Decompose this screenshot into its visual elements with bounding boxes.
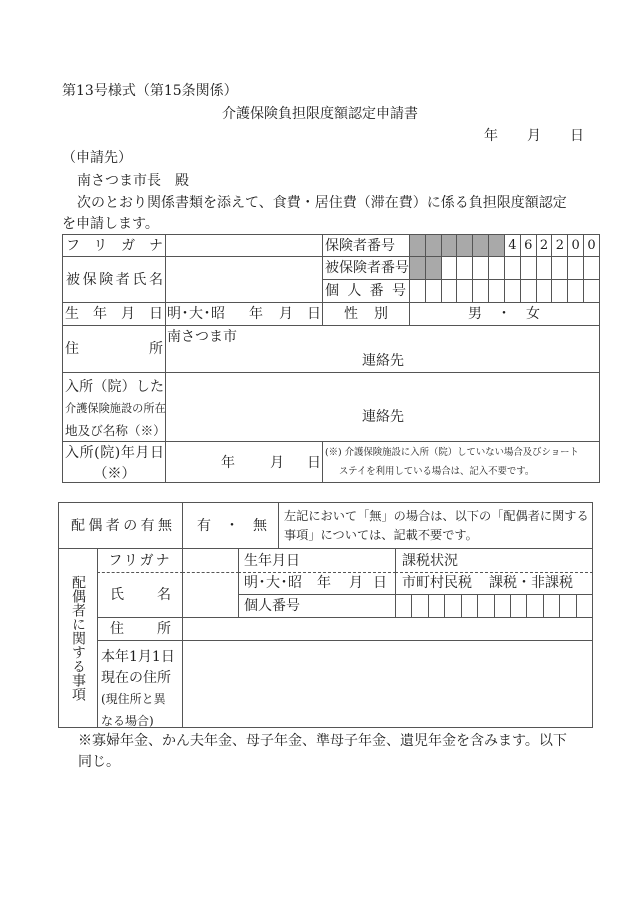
spouse-section-label: 配偶者に関する事項 (70, 575, 86, 701)
date-month-label: 月 (527, 128, 541, 144)
spouse-birth-field[interactable] (238, 572, 396, 595)
insurer-number-digit (456, 235, 472, 256)
body-text-line-2: を申請します。 (62, 216, 159, 232)
address-contact-label: 連絡先 (362, 353, 404, 369)
insurer-number-digit[interactable]: 0 (567, 235, 583, 256)
insured-number-digit[interactable] (441, 257, 457, 279)
spouse-birth-month-label: 月 (349, 575, 363, 591)
jan1-label-line-4: なる場合) (101, 713, 154, 728)
spouse-personal-number-digit[interactable] (477, 595, 493, 617)
gender-label: 性別 (344, 306, 404, 322)
spouse-personal-number-label-cell (238, 594, 396, 618)
insurer-number-digit (441, 235, 457, 256)
personal-number-digit[interactable] (536, 280, 552, 302)
facility-label-cell (62, 372, 166, 442)
spouse-address-field[interactable] (182, 617, 593, 641)
spouse-section-label-cell (58, 548, 98, 728)
spouse-personal-number-digit[interactable] (411, 595, 427, 617)
admission-day-label: 日 (307, 455, 321, 471)
spouse-option-separator: ・ (225, 517, 239, 534)
birth-month-label: 月 (279, 306, 293, 322)
spouse-birth-label-cell (238, 548, 396, 573)
spouse-birth-year-label: 年 (317, 575, 331, 591)
spouse-personal-number-digit[interactable] (494, 595, 510, 617)
gender-field[interactable] (409, 302, 600, 326)
form-number: 第13号様式（第15条関係） (62, 83, 238, 99)
facility-note-cell (322, 441, 600, 483)
furigana-label-cell (62, 234, 166, 257)
insurer-number-digit[interactable]: 0 (583, 235, 599, 256)
insured-name-label: 被保険者氏名 (66, 271, 163, 288)
body-text-line-1: 次のとおり関係書類を添えて、食費・居住費（滞在費）に係る負担限度額認定 (77, 195, 567, 211)
insurer-number-label-cell (322, 234, 410, 257)
footnote-line-2: 同じ。 (78, 754, 120, 770)
date-year-label: 年 (484, 128, 498, 144)
jan1-label-line-2: 現在の住所 (101, 670, 171, 687)
insured-number-digit[interactable] (456, 257, 472, 279)
insured-number-cells (409, 256, 600, 280)
spouse-personal-number-label: 個人番号 (244, 598, 300, 614)
spouse-furigana-field[interactable] (182, 548, 239, 573)
personal-number-label-cell (322, 279, 410, 303)
personal-number-digit[interactable] (410, 280, 425, 302)
spouse-personal-number-digit[interactable] (510, 595, 526, 617)
birth-date-field[interactable] (165, 302, 323, 326)
personal-number-digit[interactable] (441, 280, 457, 302)
spouse-exists-label: 配偶者の有無 (71, 517, 172, 534)
address-field[interactable] (165, 325, 600, 373)
personal-number-digit[interactable] (567, 280, 583, 302)
insured-number-digit[interactable] (536, 257, 552, 279)
spouse-option-yes: 有 (197, 517, 211, 534)
insured-number-digit[interactable] (551, 257, 567, 279)
gender-option-male: 男 (468, 306, 482, 322)
spouse-exists-field[interactable] (182, 502, 279, 549)
spouse-personal-number-digit[interactable] (396, 595, 411, 617)
spouse-exists-label-cell (58, 502, 183, 549)
spouse-furigana-label: フリガナ (108, 552, 172, 569)
facility-note-line-2: ステイを利用している場合は、記入不要です。 (339, 466, 535, 477)
gender-separator: ・ (497, 306, 511, 322)
personal-number-cells (409, 279, 600, 303)
jan1-label-line-3: (現住所と異 (101, 692, 166, 707)
insured-number-digit[interactable] (567, 257, 583, 279)
insurer-number-digit (410, 235, 425, 256)
insurer-number-digit (488, 235, 504, 256)
spouse-name-field[interactable] (182, 572, 239, 618)
spouse-note-line-1: 左記において「無」の場合は、以下の「配偶者に関する (284, 509, 589, 523)
personal-number-digit[interactable] (583, 280, 599, 302)
personal-number-digit[interactable] (456, 280, 472, 302)
admission-date-label-line-2: （※） (93, 465, 136, 482)
facility-label-line-3: 地及び名称（※） (65, 423, 166, 438)
admission-date-label-line-1: 入所(院)年月日 (65, 444, 164, 461)
spouse-name-label-cell (97, 572, 183, 618)
insured-number-digit (410, 257, 425, 279)
admission-date-label-cell (62, 441, 166, 483)
insured-name-label-cell (62, 256, 166, 303)
personal-number-digit[interactable] (425, 280, 441, 302)
spouse-address-label: 住所 (110, 621, 171, 637)
insurer-number-digit (425, 235, 441, 256)
personal-number-digit[interactable] (504, 280, 520, 302)
personal-number-label: 個人番号 (325, 283, 406, 299)
address-label: 住所 (65, 341, 163, 357)
spouse-furigana-label-cell (97, 548, 183, 573)
spouse-jan1-address-label-cell (97, 640, 183, 728)
jan1-label-line-1: 本年1月1日 (101, 648, 175, 665)
birth-date-label-cell (62, 302, 166, 326)
birth-year-label: 年 (249, 306, 263, 322)
spouse-personal-number-digit[interactable] (526, 595, 542, 617)
spouse-birth-day-label: 日 (373, 575, 387, 591)
birth-day-label: 日 (307, 306, 321, 322)
facility-label-line-1: 入所（院）した (65, 379, 164, 395)
footnote-line-1: ※寡婦年金、かん夫年金、母子年金、準母子年金、遺児年金を含みます。以下 (78, 733, 567, 749)
insurer-number-digit[interactable]: 2 (536, 235, 552, 256)
spouse-personal-number-digit[interactable] (559, 595, 575, 617)
furigana-label: フリガナ (66, 237, 163, 254)
spouse-tax-label-cell (395, 548, 593, 573)
facility-field[interactable] (165, 372, 600, 442)
admission-month-label: 月 (270, 455, 284, 471)
spouse-option-no: 無 (253, 517, 267, 534)
personal-number-digit[interactable] (520, 280, 536, 302)
address-label-cell (62, 325, 166, 373)
insured-number-digit[interactable] (472, 257, 488, 279)
recipient: 南さつま市長 殿 (77, 173, 189, 189)
spouse-exists-note-cell (278, 502, 593, 549)
spouse-personal-number-digit[interactable] (543, 595, 559, 617)
personal-number-digit[interactable] (551, 280, 567, 302)
facility-contact-label: 連絡先 (362, 409, 404, 425)
spouse-note-line-2: 事項」については、記載不要です。 (284, 528, 478, 542)
gender-label-cell (322, 302, 410, 326)
spouse-personal-number-cells (395, 594, 593, 618)
insurer-number-digit (472, 235, 488, 256)
spouse-tax-item: 市町村民税 (402, 575, 472, 591)
spouse-birth-era-options: 明・大・昭 (244, 575, 299, 591)
insurer-number-digit[interactable]: 2 (551, 235, 567, 256)
facility-note-line-1: (※) 介護保険施設に入所（院）していない場合及びショート (325, 447, 579, 458)
insurer-number-label: 保険者番号 (325, 237, 395, 254)
insured-number-digit (425, 257, 441, 279)
facility-label-line-2: 介護保険施設の所在 (65, 402, 166, 415)
date-day-label: 日 (570, 128, 584, 144)
insured-number-digit[interactable] (520, 257, 536, 279)
spouse-personal-number-digit[interactable] (461, 595, 477, 617)
insured-number-digit[interactable] (583, 257, 599, 279)
insured-number-digit[interactable] (504, 257, 520, 279)
insured-number-digit[interactable] (488, 257, 504, 279)
spouse-tax-options: 課税・非課税 (489, 575, 573, 591)
recipient-label: （申請先） (62, 150, 132, 166)
form-title: 介護保険負担限度額認定申請書 (222, 106, 418, 122)
insurer-number-digit[interactable]: 6 (520, 235, 536, 256)
admission-date-field[interactable] (165, 441, 323, 483)
gender-option-female: 女 (526, 306, 540, 322)
spouse-tax-label: 課税状況 (402, 553, 458, 569)
spouse-name-label: 氏名 (110, 586, 171, 603)
personal-number-digit[interactable] (472, 280, 488, 302)
spouse-personal-number-digit[interactable] (576, 595, 592, 617)
insured-number-label-cell (322, 256, 410, 280)
spouse-address-label-cell (97, 617, 183, 641)
insurer-number-digit[interactable]: 4 (504, 235, 520, 256)
insured-name-field[interactable] (165, 256, 323, 303)
insurer-number-cells (409, 234, 600, 257)
spouse-birth-label: 生年月日 (244, 553, 300, 569)
personal-number-digit[interactable] (488, 280, 504, 302)
admission-year-label: 年 (221, 455, 235, 471)
insured-number-label: 被保険者番号 (325, 260, 409, 276)
spouse-personal-number-digit[interactable] (428, 595, 444, 617)
address-prefilled-city: 南さつま市 (167, 329, 237, 345)
birth-date-label: 生年月日 (65, 306, 163, 322)
spouse-jan1-address-field[interactable] (182, 640, 593, 728)
spouse-personal-number-digit[interactable] (444, 595, 460, 617)
furigana-field[interactable] (165, 234, 323, 257)
spouse-tax-field[interactable] (395, 572, 593, 595)
birth-era-options: 明・大・昭 (167, 306, 222, 322)
